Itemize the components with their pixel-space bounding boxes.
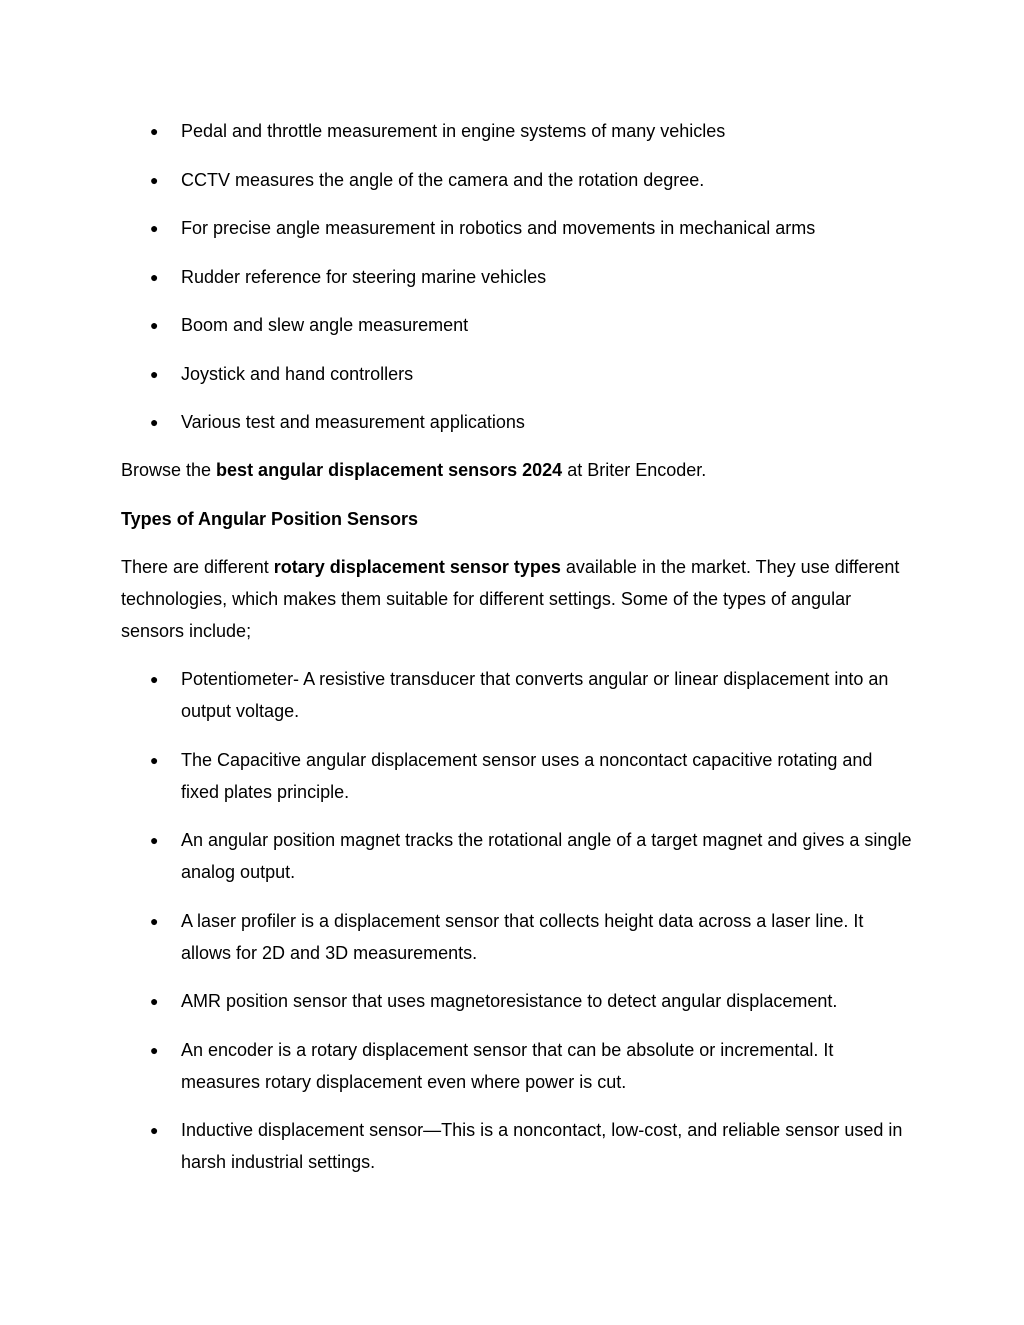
list-item-text: Joystick and hand controllers [181, 363, 414, 384]
list-item [0, 261, 1024, 293]
list-item-text: Various test and measurement applications [181, 412, 525, 432]
list-item-text: The Capacitive angular displacement sensor uses a noncontact capacitive rotating and fixed plates principle. [181, 749, 873, 802]
types-intro-post: available in the market. They use different technologies, which makes them suitable for different settings. Some of the types of angular sensors include; [121, 557, 900, 641]
section-heading: Types of Angular Position Sensors [121, 509, 419, 529]
list-item-text: A laser profiler is a displacement sensor that collects height data across a laser line. It allows for 2D and 3D measurements. [181, 910, 864, 963]
list-item-text: Rudder reference for steering marine vehicles [181, 266, 547, 287]
list-item [0, 309, 1024, 341]
list-item-text: Inductive displacement sensor—This is a noncontact, low-cost, and reliable sensor used in harsh industrial settings. [181, 1120, 903, 1172]
bullet-icon: ● [150, 671, 159, 687]
list-item [0, 212, 1024, 244]
applications-list [0, 115, 1024, 455]
list-item [0, 115, 1024, 147]
browse-paragraph [121, 454, 911, 486]
list-item-text: An angular position magnet tracks the rotational angle of a target magnet and gives a single analog output. [181, 830, 912, 882]
sensor-types-list [0, 663, 1024, 1195]
bullet-icon: ● [150, 993, 159, 1009]
list-item [0, 406, 1024, 438]
bullet-icon: ● [150, 751, 159, 768]
list-item-text: Potentiometer- A resistive transducer that converts angular or linear displacement into an output voltage. [181, 669, 889, 721]
bullet-icon: ● [150, 123, 159, 139]
list-item [0, 1114, 1024, 1178]
bullet-icon: ● [150, 365, 159, 382]
list-item [0, 164, 1024, 196]
list-item [0, 744, 1024, 808]
list-item-text: Boom and slew angle measurement [181, 315, 469, 335]
list-item [0, 358, 1024, 390]
bullet-icon: ● [150, 414, 159, 430]
bullet-icon: ● [150, 268, 159, 285]
bullet-icon: ● [150, 317, 159, 333]
list-item-text: An encoder is a rotary displacement sensor that can be absolute or incremental. It measures rotary displacement even where power is cut. [181, 1039, 834, 1092]
types-intro-paragraph [121, 551, 911, 647]
browse-text-post: at Briter Encoder. [562, 460, 707, 480]
list-item-text: CCTV measures the angle of the camera and the rotation degree. [181, 169, 705, 190]
list-item [0, 824, 1024, 888]
types-intro-bold: rotary displacement sensor types [273, 557, 561, 577]
list-item-text: Pedal and throttle measurement in engine systems of many vehicles [181, 121, 726, 141]
bullet-icon: ● [150, 171, 159, 188]
bullet-icon: ● [150, 912, 159, 929]
bullet-icon: ● [150, 832, 159, 848]
bullet-icon: ● [150, 1041, 159, 1058]
list-item [0, 905, 1024, 969]
types-intro-pre: There are different [121, 557, 274, 577]
bullet-icon: ● [150, 1122, 159, 1138]
bullet-icon: ● [150, 220, 159, 236]
browse-text-pre: Browse the [121, 460, 217, 480]
list-item-text: AMR position sensor that uses magnetoresistance to detect angular displacement. [181, 991, 838, 1011]
list-item [0, 1034, 1024, 1098]
list-item [0, 985, 1024, 1017]
list-item [0, 663, 1024, 727]
browse-link-text: best angular displacement sensors 2024 [216, 460, 563, 480]
list-item-text: For precise angle measurement in robotics and movements in mechanical arms [181, 218, 816, 238]
